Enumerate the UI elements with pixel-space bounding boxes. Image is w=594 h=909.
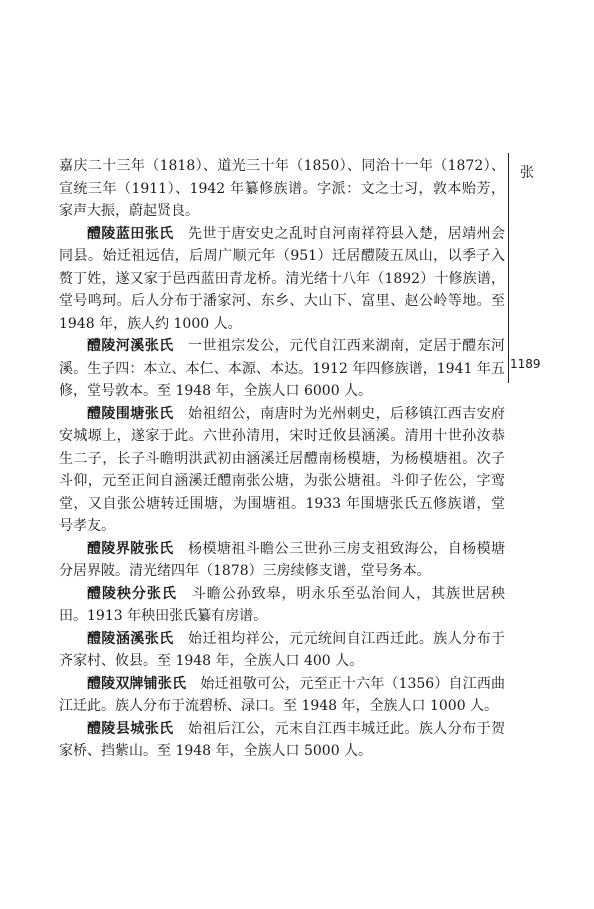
- entry-title: 醴陵涵溪张氏: [87, 630, 174, 647]
- entry-title: 醴陵秧分张氏: [87, 585, 177, 602]
- entry-paragraph: [59, 538, 505, 583]
- entry-title: 醴陵双牌铺张氏: [87, 675, 187, 692]
- entry-title: 醴陵县城张氏: [87, 720, 174, 737]
- entry-paragraph: [59, 718, 505, 763]
- section-side-label: 张: [520, 165, 534, 181]
- entry-title: 醴陵界陂张氏: [87, 540, 174, 557]
- entry-body: 斗瞻公孙致皋，明永乐至弘治间人，其族世居秧田。1913 年秧田张氏纂有房谱。: [59, 585, 506, 624]
- entry-title: 醴陵围塘张氏: [87, 405, 174, 422]
- entry-body: 始迁祖均祥公，元元统间自江西迁此。族人分布于齐家村、攸县。至 1948 年，全族人口 400 人。: [59, 630, 506, 669]
- main-text: [59, 155, 505, 763]
- entry-paragraph: [59, 673, 505, 718]
- margin-rule: [508, 153, 509, 383]
- entry-body: 先世于唐安史之乱时自河南祥符县入楚，居靖州会同县。始迁祖远佶，后周广顺元年（951）迁居醴陵五凤山，以季子入赘丁姓，遂又家于邑西蓝田青龙桥。清光绪十八年（1892）十修族谱，堂号鸣珂。后人分布于潘家河、东乡、大山下、富里、赵公岭等地。至 1948 年，族人约 1000 人。: [59, 225, 506, 332]
- entry-body: 始迁祖敬可公，元至正十六年（1356）自江西曲江迁此。族人分布于流碧桥、渌口。至 1948 年，全族人口 1000 人。: [59, 675, 506, 714]
- entry-paragraph: [59, 335, 505, 403]
- entry-body: 始祖后江公，元末自江西丰城迁此。族人分布于贺家桥、挡紫山。至 1948 年，全族人口 5000 人。: [59, 720, 506, 759]
- entry-paragraph: [59, 403, 505, 538]
- entry-paragraph: [59, 223, 505, 336]
- entry-paragraph: [59, 583, 505, 628]
- page-number: 1189: [510, 357, 541, 371]
- entry-title: 醴陵河溪张氏: [87, 338, 174, 354]
- entry-body: 一世祖宗发公，元代自江西来湖南，定居于醴东河溪。生子四：本立、本仁、本源、本达。1912 年四修族谱，1941 年五修，堂号敦本。至 1948 年，全族人口 6000 人。: [59, 338, 506, 399]
- entry-body: 杨模塘祖斗瞻公三世孙三房支祖致海公，自杨模塘分居界陂。清光绪四年（1878）三房续修支谱，堂号务本。: [59, 540, 506, 579]
- entry-paragraph: [59, 628, 505, 673]
- intro-paragraph: 嘉庆二十三年（1818）、道光三十年（1850）、同治十一年（1872）、宣统三年（1911）、1942 年纂修族谱。字派：文之士习，敦本贻芳，家声大振，蔚起贤良。: [59, 158, 505, 219]
- entry-title: 醴陵蓝田张氏: [87, 225, 174, 242]
- entry-body: 始祖绍公，南唐时为光州刺史，后移镇江西吉安府安城塬上，遂家于此。六世孙清用，宋时迁攸县涵溪。清用十世孙汝恭生二子，长子斗瞻明洪武初由涵溪迁居醴南杨模塘，为杨模塘祖。次子斗仰，元至正间自涵溪迁醴南张公塘，为张公塘祖。斗仰子佐公，字鸾堂，又自张公塘转迁围塘，为围塘祖。1933 年围塘张氏五修族谱，堂号孝友。: [59, 405, 506, 534]
